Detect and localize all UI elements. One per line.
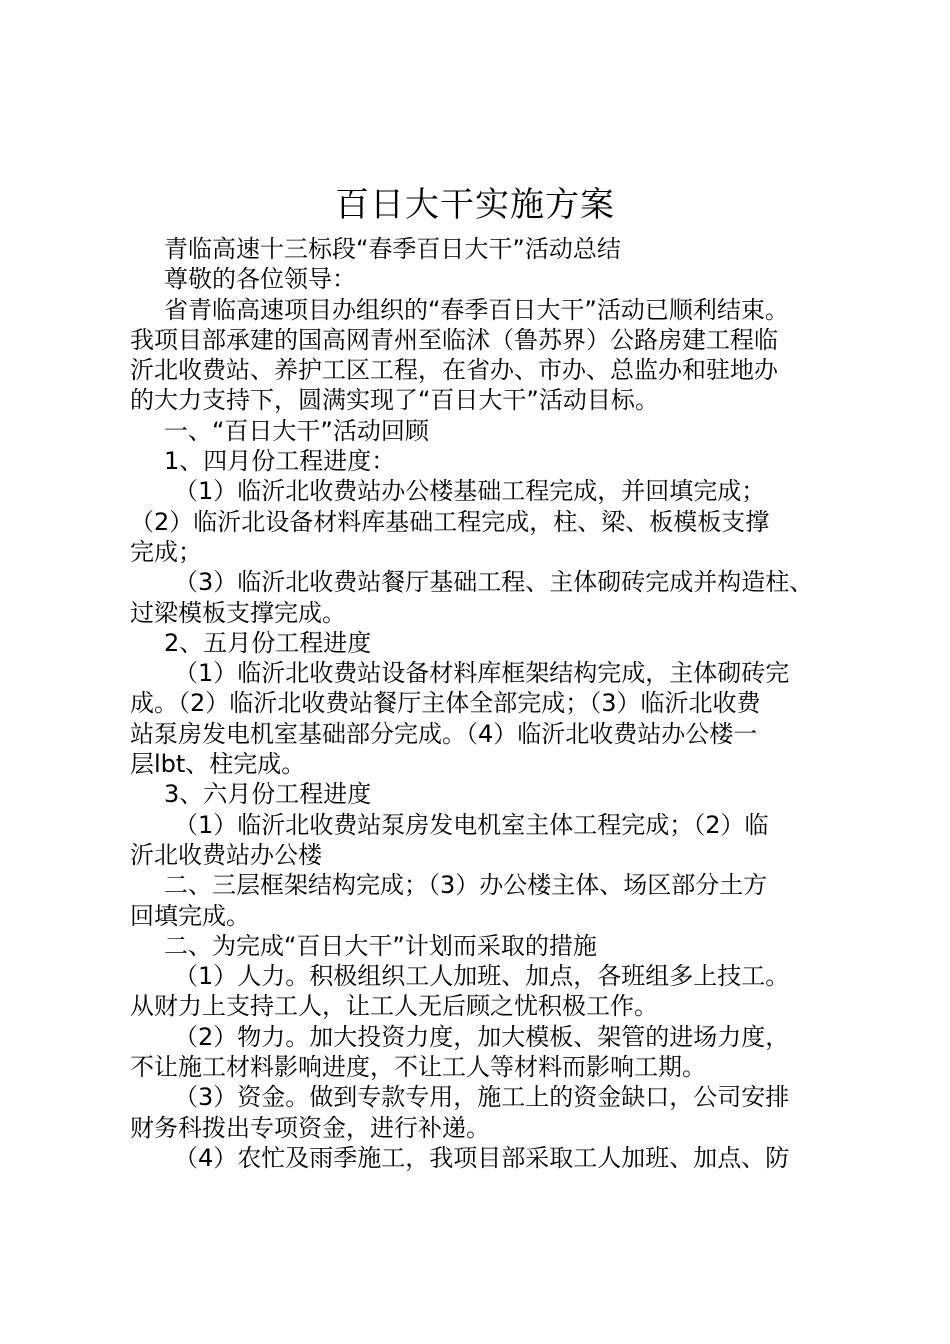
salutation-line: 尊敬的各位领导： bbox=[164, 265, 356, 294]
paragraph-line: （2）物力。加大投资力度，加大模板、架管的进场力度， bbox=[174, 1022, 790, 1051]
subtitle-line: 青临高速十三标段“春季百日大干”活动总结 bbox=[164, 235, 621, 263]
paragraph-line: （1）临沂北收费站设备材料库框架结构完成，主体砌砖完 bbox=[174, 659, 790, 688]
paragraph-line: 省青临高速项目办组织的“春季百日大干”活动已顺利结束。 bbox=[164, 295, 789, 324]
document-title: 百日大干实施方案 bbox=[335, 185, 615, 225]
paragraph-line: （1）临沂北收费站办公楼基础工程完成，并回填完成； bbox=[174, 477, 766, 506]
paragraph-line: （4）农忙及雨季施工，我项目部采取工人加班、加点、防 bbox=[174, 1143, 790, 1172]
paragraph-line: （1）临沂北收费站泵房发电机室主体工程完成；（2）临 bbox=[174, 810, 769, 839]
section-heading: 二、为完成“百日大干”计划而采取的措施 bbox=[164, 931, 597, 960]
subsection-heading: 2、五月份工程进度 bbox=[164, 628, 372, 657]
subsection-heading: 3、六月份工程进度 bbox=[164, 780, 372, 809]
section-heading: 一、“百日大干”活动回顾 bbox=[164, 416, 429, 445]
paragraph-line: 我项目部承建的国高网青州至临沭（鲁苏界）公路房建工程临 bbox=[130, 325, 778, 354]
paragraph-line: 回填完成。 bbox=[130, 901, 250, 930]
document-body bbox=[130, 234, 830, 1173]
paragraph-line: 二、三层框架结构完成；（3）办公楼主体、场区部分土方 bbox=[164, 871, 768, 900]
paragraph-line: 从财力上支持工人，让工人无后顾之忧积极工作。 bbox=[130, 992, 658, 1021]
paragraph-line: 财务科拨出专项资金，进行补递。 bbox=[130, 1113, 490, 1142]
paragraph-line: （3）临沂北收费站餐厅基础工程、主体砌砖完成并构造柱、 bbox=[174, 568, 814, 597]
paragraph-line: （2）临沂北设备材料库基础工程完成，柱、梁、板模板支撑 bbox=[130, 507, 770, 536]
paragraph-line: 沂北收费站办公楼 bbox=[130, 840, 322, 869]
paragraph-line: 的大力支持下，圆满实现了“百日大干”活动目标。 bbox=[130, 386, 659, 415]
paragraph-line: 沂北收费站、养护工区工程，在省办、市办、总监办和驻地办 bbox=[130, 356, 778, 385]
paragraph-line: 不让施工材料影响进度，不让工人等材料而影响工期。 bbox=[130, 1053, 706, 1082]
subsection-heading: 1、四月份工程进度： bbox=[164, 447, 396, 476]
paragraph-line: 成。（2）临沂北收费站餐厅主体全部完成；（3）临沂北收费 bbox=[130, 689, 761, 718]
paragraph-line: 过梁模板支撑完成。 bbox=[130, 598, 346, 627]
paragraph-line: （1）人力。积极组织工人加班、加点，各班组多上技工。 bbox=[174, 962, 790, 991]
paragraph-line: 层lbt、柱完成。 bbox=[130, 750, 306, 779]
paragraph-line: 完成； bbox=[130, 537, 202, 566]
paragraph-line: （3）资金。做到专款专用，施工上的资金缺口，公司安排 bbox=[174, 1083, 790, 1112]
paragraph-line: 站泵房发电机室基础部分完成。（4）临沂北收费站办公楼一 bbox=[130, 719, 758, 748]
